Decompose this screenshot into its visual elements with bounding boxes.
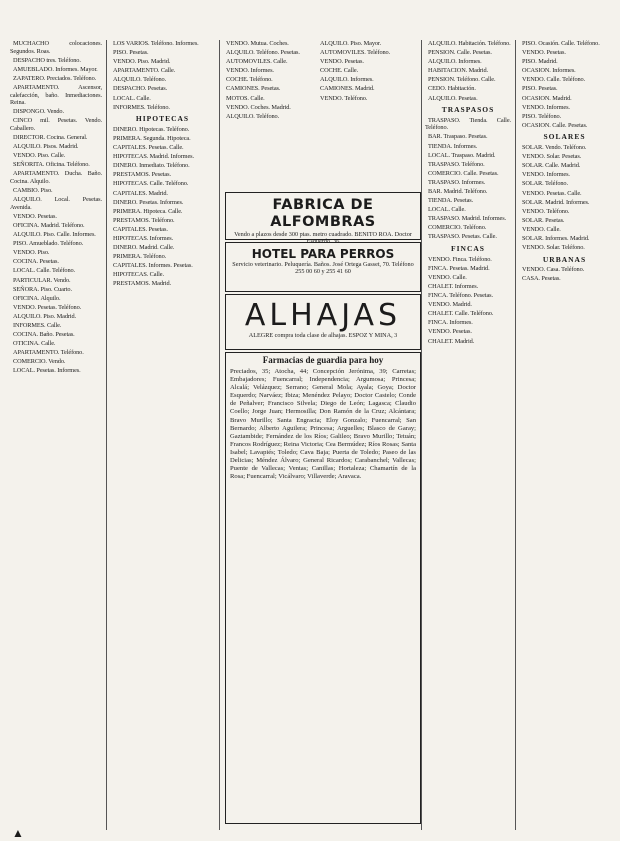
classified-ad: ALQUILO. Teléfono. Pesetas.: [226, 49, 300, 57]
section-head-urbanas: URBANAS: [542, 254, 587, 264]
classified-ad: VENDO. Pesetas.: [428, 328, 472, 336]
classified-ad: VENDO. Piso. Calle.: [13, 152, 66, 160]
classified-ad: LOCAL. Calle.: [113, 94, 151, 102]
classified-ad: CEDO. Habitación.: [428, 85, 476, 93]
classified-ad: MOTOS. Calle.: [226, 94, 265, 102]
classified-ad: OCASION. Informes.: [522, 67, 576, 75]
classified-ad: CHALET. Calle. Teléfono.: [428, 310, 494, 318]
classified-ad: VENDO. Pesetas. Calle.: [522, 189, 582, 197]
classified-ad: VENDO. Teléfono.: [320, 94, 368, 102]
classified-ad: OFICINA. Madrid. Teléfono.: [13, 221, 85, 229]
classified-ad: COCINA. Pesetas.: [13, 258, 59, 266]
classified-ad: SOLAR. Teléfono.: [522, 180, 568, 188]
classified-ad: LOCAL. Pesetas. Informes.: [13, 367, 81, 375]
classified-ad: VENDO. Finca. Teléfono.: [428, 255, 492, 263]
classified-ad: ALQUILO. Pisos. Madrid.: [13, 143, 79, 151]
column-1: [10, 40, 102, 830]
classified-ad: VENDO. Teléfono.: [522, 207, 570, 215]
classified-ad: TRASPASO. Madrid. Informes.: [428, 215, 507, 223]
classified-ad: APARTAMENTO. Ducha. Baño. Cocina. Alquilo.: [10, 170, 102, 185]
classified-ad: VENDO. Pesetas.: [320, 58, 364, 66]
classified-ad: CHALET. Madrid.: [428, 337, 475, 345]
classified-ad: SOLAR. Pesetas.: [522, 216, 565, 224]
classified-ad: APARTAMENTO. Teléfono.: [13, 349, 84, 357]
classified-ad: COCHE. Teléfono.: [226, 76, 273, 84]
classified-ad: COMERCIO. Teléfono.: [428, 224, 487, 232]
classified-ad: ALQUILO. Piso. Madrid.: [13, 312, 77, 320]
classified-ad: CINCO mil. Pesetas. Vendo. Caballero.: [10, 117, 102, 132]
classified-ad: PISO. Madrid.: [522, 58, 558, 66]
classified-ad: VENDO. Pesetas.: [522, 49, 566, 57]
classified-ad: APARTAMENTO. Ascensor, calefacción, baño. Inmediaciones. Reina.: [10, 83, 102, 107]
classified-ad: FINCA. Informes.: [428, 319, 473, 327]
classified-ad: TRASPASO. Teléfono.: [428, 160, 485, 168]
classified-ad: CAPITALES. Pesetas. Calle.: [113, 144, 184, 152]
classified-ad: SEÑORITA. Oficina. Teléfono.: [13, 161, 90, 169]
classified-ad: TIENDA. Informes.: [428, 142, 478, 150]
section-head-hipotecas: HIPOTECAS: [135, 114, 190, 124]
classified-ad: CASA. Pesetas.: [522, 275, 561, 283]
classified-ad: PRESTAMOS. Madrid.: [113, 280, 172, 288]
ad-hotel-perros: [225, 242, 421, 292]
classified-ad: DESPACHO tres. Teléfono.: [13, 56, 81, 64]
classified-ad: OFICINA. Alquilo.: [13, 294, 61, 302]
classified-ad: PRESTAMOS. Pesetas.: [113, 171, 171, 179]
farmacias-guardia-box: [225, 352, 421, 824]
classified-ad: PRIMERA. Teléfono.: [113, 253, 167, 261]
classified-ad: PISO. Teléfono.: [522, 112, 562, 120]
ad-fabrica-alfombras: [225, 192, 421, 240]
classified-ad: VENDO. Solar. Pesetas.: [522, 153, 582, 161]
classified-ad: ALQUILO. Informes.: [320, 76, 374, 84]
column-4: [317, 40, 417, 190]
classified-ad: CAPITALES. Madrid.: [113, 189, 168, 197]
classified-ad: VENDO. Calle. Teléfono.: [522, 76, 586, 84]
classified-ad: CAPITALES. Informes. Pesetas.: [113, 262, 193, 270]
classified-ad: VENDO. Pesetas.: [13, 212, 57, 220]
ad-alfombras-line: Vendo a plazos desde 300 ptas. metro cuadrado. BENITO ROA. Doctor: [234, 231, 412, 238]
classified-ad: ALQUILO. Informes.: [428, 58, 482, 66]
classified-ad: VENDO. Piso. Madrid.: [113, 58, 171, 66]
classified-ad: CHALET. Informes.: [428, 282, 479, 290]
classified-ad: PRIMERA. Segunda. Hipoteca.: [113, 134, 191, 142]
classified-ad: SOLAR. Madrid. Informes.: [522, 198, 590, 206]
classified-ad: COCINA. Baño. Pesetas.: [13, 331, 75, 339]
section-head-traspasos: TRASPASOS: [441, 105, 495, 115]
classified-ad: FINCA. Teléfono. Pesetas.: [428, 292, 493, 300]
classified-ad: AUTOMOVILES. Teléfono.: [320, 49, 391, 57]
classified-ad: PENSION. Teléfono. Calle.: [428, 76, 496, 84]
classified-ad: COCHE. Calle.: [320, 67, 359, 75]
column-3: [223, 40, 313, 190]
classified-ad: DINERO. Madrid. Calle.: [113, 244, 175, 252]
classified-ad: PISO. Pesetas.: [113, 49, 149, 57]
classified-ad: ALQUILO. Pesetas.: [428, 94, 478, 102]
classified-ad: LOCAL. Calle.: [428, 206, 466, 214]
column-5: [425, 40, 511, 830]
classified-ad: SOLAR. Informes. Madrid.: [522, 234, 590, 242]
classified-ad: TRASPASO. Informes.: [428, 178, 486, 186]
classified-ad: COMERCIO. Calle. Pesetas.: [428, 169, 499, 177]
classified-ad: TRASPASO. Tienda. Calle. Teléfono.: [425, 116, 511, 132]
classified-ad: TRASPASO. Pesetas. Calle.: [428, 233, 497, 241]
farmacias-title: Farmacias de guardia para hoy: [262, 355, 384, 365]
classified-ad: CAMIONES. Pesetas.: [226, 85, 281, 93]
classified-ad: ALQUILO. Teléfono.: [113, 76, 167, 84]
classified-ad: VENDO. Casa. Teléfono.: [522, 266, 585, 274]
classified-ad: AUTOMOVILES. Calle.: [226, 58, 288, 66]
section-head-fincas: FINCAS: [451, 244, 485, 254]
classified-ad: DESPACHO. Pesetas.: [113, 85, 168, 93]
column-6: [519, 40, 610, 830]
classified-ad: APARTAMENTO. Calle.: [113, 67, 176, 75]
classified-ad: LOS VARIOS. Teléfono. Informes.: [113, 40, 199, 47]
column-rule: [515, 40, 516, 830]
column-rule: [421, 40, 422, 830]
classified-ad: VENDO. Solar. Teléfono.: [522, 244, 585, 252]
classified-ad: INFORMES. Calle.: [13, 322, 62, 329]
classified-ad: SEÑORA. Piso. Cuarto.: [13, 285, 72, 293]
classified-ad: LOCAL. Traspaso. Madrid.: [428, 151, 496, 159]
classified-ad: PISO. Ocasión. Calle. Teléfono.: [522, 40, 600, 47]
classified-ad: DINERO. Pesetas. Informes.: [113, 198, 184, 206]
column-rule: [106, 40, 107, 830]
classified-ad: PISO. Pesetas.: [522, 85, 558, 93]
classified-ad: VENDO. Informes.: [226, 67, 274, 75]
ad-alhajas: [225, 294, 421, 350]
classified-ad: BAR. Madrid. Teléfono.: [428, 188, 488, 195]
classified-ad: VENDO. Mutua. Coches.: [226, 40, 289, 47]
classified-ad: HIPOTECAS. Madrid. Informes.: [113, 153, 194, 161]
classified-ad: SOLAR. Calle. Madrid.: [522, 162, 581, 170]
classified-ad: CAPITALES. Pesetas.: [113, 225, 168, 233]
classified-ad: ALQUILO. Teléfono.: [226, 112, 280, 120]
newspaper-page: [10, 40, 610, 830]
page-corner-mark: ▲: [12, 826, 24, 840]
classified-ad: HIPOTECAS. Calle. Teléfono.: [113, 180, 189, 188]
column-2: [110, 40, 215, 830]
classified-ad: ALQUILO. Piso. Mayor.: [320, 40, 382, 47]
ad-alhajas-line: ALEGRE compra toda clase de alhajas. ESPOZ Y MINA, 3: [248, 332, 398, 339]
classified-ad: HABITACION. Madrid.: [428, 67, 489, 75]
classified-ad: DINERO. Inmediato. Teléfono.: [113, 162, 190, 170]
classified-ad: ALQUILO. Local. Pesetas. Avenida.: [10, 196, 102, 211]
classified-ad: PENSION. Calle. Pesetas.: [428, 49, 492, 57]
ad-alfombras-title: FABRICA DE ALFOMBRAS: [270, 197, 376, 230]
classified-ad: VENDO. Informes.: [522, 103, 570, 111]
classified-ad: CAMIONES. Madrid.: [320, 85, 375, 93]
classified-ad: VENDO. Coches. Madrid.: [226, 103, 291, 111]
classified-ad: ZAPATERO. Preciados. Teléfono.: [13, 74, 97, 82]
classified-ad: PRESTAMOS. Teléfono.: [113, 216, 175, 224]
section-head-solares: SOLARES: [543, 132, 586, 142]
ad-perros-title: HOTEL PARA PERROS: [251, 247, 395, 261]
ad-perros-line: Servicio veterinario. Peluquería. Baños. José Ortega Gasset, 70. Teléfono 255 00 60 y 255 41 60: [232, 261, 414, 276]
classified-ad: COMERCIO. Vendo.: [13, 358, 66, 366]
classified-ad: ALQUILO. Piso. Calle. Informes.: [13, 231, 96, 239]
classified-ad: AMUEBLADO. Informes. Mayor.: [13, 65, 98, 73]
classified-ad: DINERO. Hipotecas. Teléfono.: [113, 125, 190, 133]
classified-ad: VENDO. Madrid.: [428, 301, 472, 309]
farmacias-text: Preciados, 35; Atocha, 44; Concepción Jerónima, 39; Carretas; Embajadores; Fuencarral; Independencia; Argumosa; Princesa; Alcalá; Velázquez; Serrano; General Mola; Ayala; Goya; Doctor Esquerdo; Narváez; Ibiza; Menéndez Pelayo; Doctor Castelo; Conde de Peñalver; Francisco Silvela; Diego de León; Lagasca; Claudio Coello; Jorge Juan; Hermosilla; Don Ramón de la Cruz; Alcántara; Bravo Murillo; Santa Engracia; Eloy Gonzalo; Fuencarral; San Bernardo; Alberto Aguilera; Princesa; Arguelles; Blasco de Garay; Gaztambide; Fernández de los Ríos; Galileo; Bravo Murillo; Tetuán; Francos Rodríguez; Reina Victoria; Cea Bermúdez; Ríos Rosas; Santa Isabel; Lavapiés; Toledo; Cava Baja; Puerta de Toledo; Paseo de las Delicias; Méndez Álvaro; General Ricardos; Carabanchel; Vallecas; Puente de Vallecas; Ventas; Canillas; Hortaleza; Chamartín de la Rosa; Fuencarral; Vicálvaro; Villaverde; Aravaca.: [230, 368, 416, 481]
classified-ad: MUCHACHO colocaciones. Segundos. Roas.: [10, 40, 102, 55]
classified-ad: TIENDA. Pesetas.: [428, 197, 474, 205]
classified-ad: FINCA. Pesetas. Madrid.: [428, 264, 490, 272]
classified-ad: OCASION. Madrid.: [522, 94, 572, 102]
classified-ad: VENDO. Calle.: [522, 225, 561, 233]
classified-ad: PISO. Amueblado. Teléfono.: [13, 240, 84, 248]
classified-ad: ALQUILO. Habitación. Teléfono.: [428, 40, 511, 47]
classified-ad: BAR. Traspaso. Pesetas.: [428, 133, 488, 141]
classified-ad: SOLAR. Vendo. Teléfono.: [522, 144, 587, 152]
classified-ad: HIPOTECAS. Calle.: [113, 271, 164, 279]
classified-ad: VENDO. Informes.: [522, 171, 570, 179]
column-rule: [219, 40, 220, 830]
classified-ad: VENDO. Piso.: [13, 249, 50, 257]
classified-ad: DISPONGO. Vendo.: [13, 108, 64, 116]
classified-ad: LOCAL. Calle. Teléfono.: [13, 267, 76, 275]
classified-ad: VENDO. Calle.: [428, 273, 467, 281]
classified-ad: HIPOTECAS. Informes.: [113, 234, 174, 242]
classified-ad: OTICINA. Calle.: [13, 340, 56, 348]
classified-ad: VENDO. Pesetas. Teléfono.: [13, 303, 82, 311]
classified-ad: CAMBIO. Piso.: [13, 187, 53, 195]
classified-ad: DIRECTOR. Cocina. General.: [13, 134, 88, 142]
classified-ad: INFORMES. Teléfono.: [113, 103, 170, 111]
ad-alhajas-title: ALHAJAS: [244, 298, 402, 333]
classified-ad: OCASION. Calle. Pesetas.: [522, 121, 588, 129]
classified-ad: PRIMERA. Hipoteca. Calle.: [113, 207, 183, 215]
classified-ad: PARTICULAR. Vendo.: [13, 276, 71, 284]
